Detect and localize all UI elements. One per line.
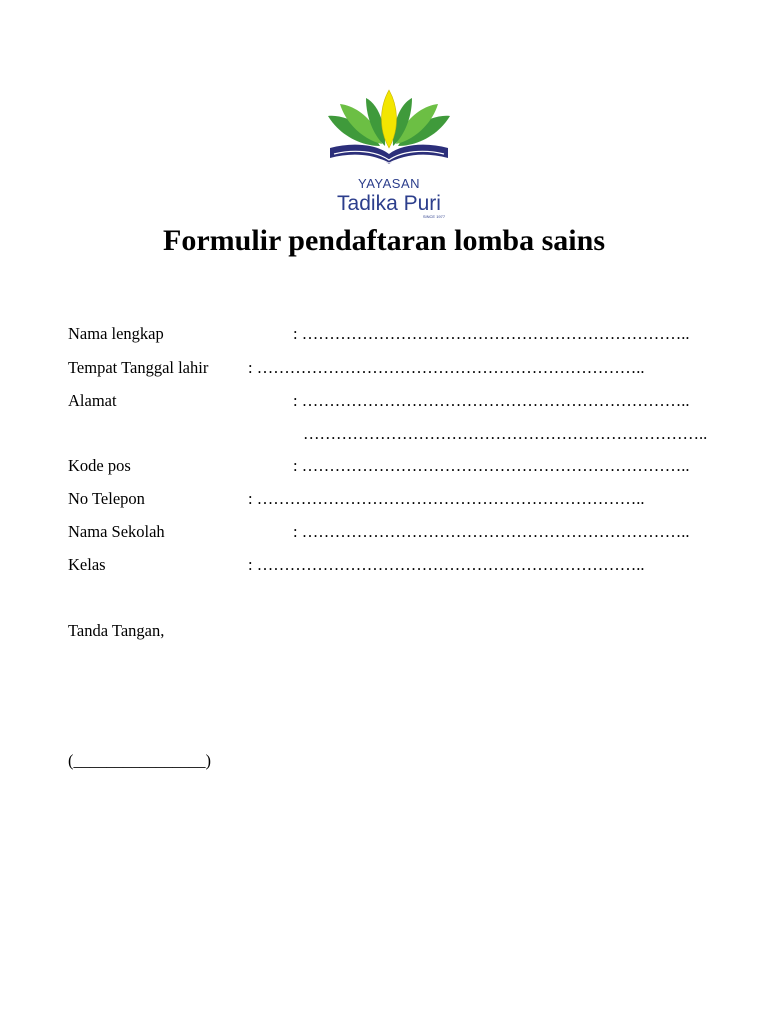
- form-row-kelas: [0, 553, 768, 577]
- logo-org-line1: YAYASAN: [357, 176, 421, 191]
- field-label: Alamat: [68, 391, 117, 410]
- page-title: Formulir pendaftaran lomba sains: [163, 224, 605, 257]
- field-blank[interactable]: : ……………………………………………………………..: [248, 555, 645, 574]
- signature-line[interactable]: (________________): [68, 751, 211, 770]
- form-row-tempat-tanggal-lahir: [0, 356, 768, 380]
- field-label: Nama Sekolah: [68, 522, 165, 541]
- field-label: Nama lengkap: [68, 324, 164, 343]
- logo-since: SINCE 1977: [422, 214, 446, 219]
- field-label: Tempat Tanggal lahir: [68, 358, 209, 377]
- form-row-no-telepon: [0, 487, 768, 511]
- field-blank-continuation[interactable]: ………………………………………………………………..: [303, 424, 708, 443]
- form-row-nama-lengkap: [0, 322, 768, 346]
- field-blank[interactable]: : ……………………………………………………………..: [248, 489, 645, 508]
- form-row-alamat-continuation: [0, 422, 768, 446]
- yayasan-logo: [322, 84, 456, 222]
- field-blank[interactable]: : ……………………………………………………………..: [293, 391, 690, 410]
- field-label: Kode pos: [68, 456, 131, 475]
- signature-label: Tanda Tangan,: [68, 621, 165, 640]
- field-blank[interactable]: : ……………………………………………………………..: [293, 324, 690, 343]
- field-blank[interactable]: : ……………………………………………………………..: [293, 456, 690, 475]
- field-blank[interactable]: : ……………………………………………………………..: [248, 358, 645, 377]
- form-row-alamat: [0, 389, 768, 413]
- logo-org-line2: Tadika Puri: [337, 192, 441, 215]
- field-label: Kelas: [68, 555, 106, 574]
- field-blank[interactable]: : ……………………………………………………………..: [293, 522, 690, 541]
- form-row-kode-pos: [0, 454, 768, 478]
- form-row-nama-sekolah: [0, 520, 768, 544]
- field-label: No Telepon: [68, 489, 145, 508]
